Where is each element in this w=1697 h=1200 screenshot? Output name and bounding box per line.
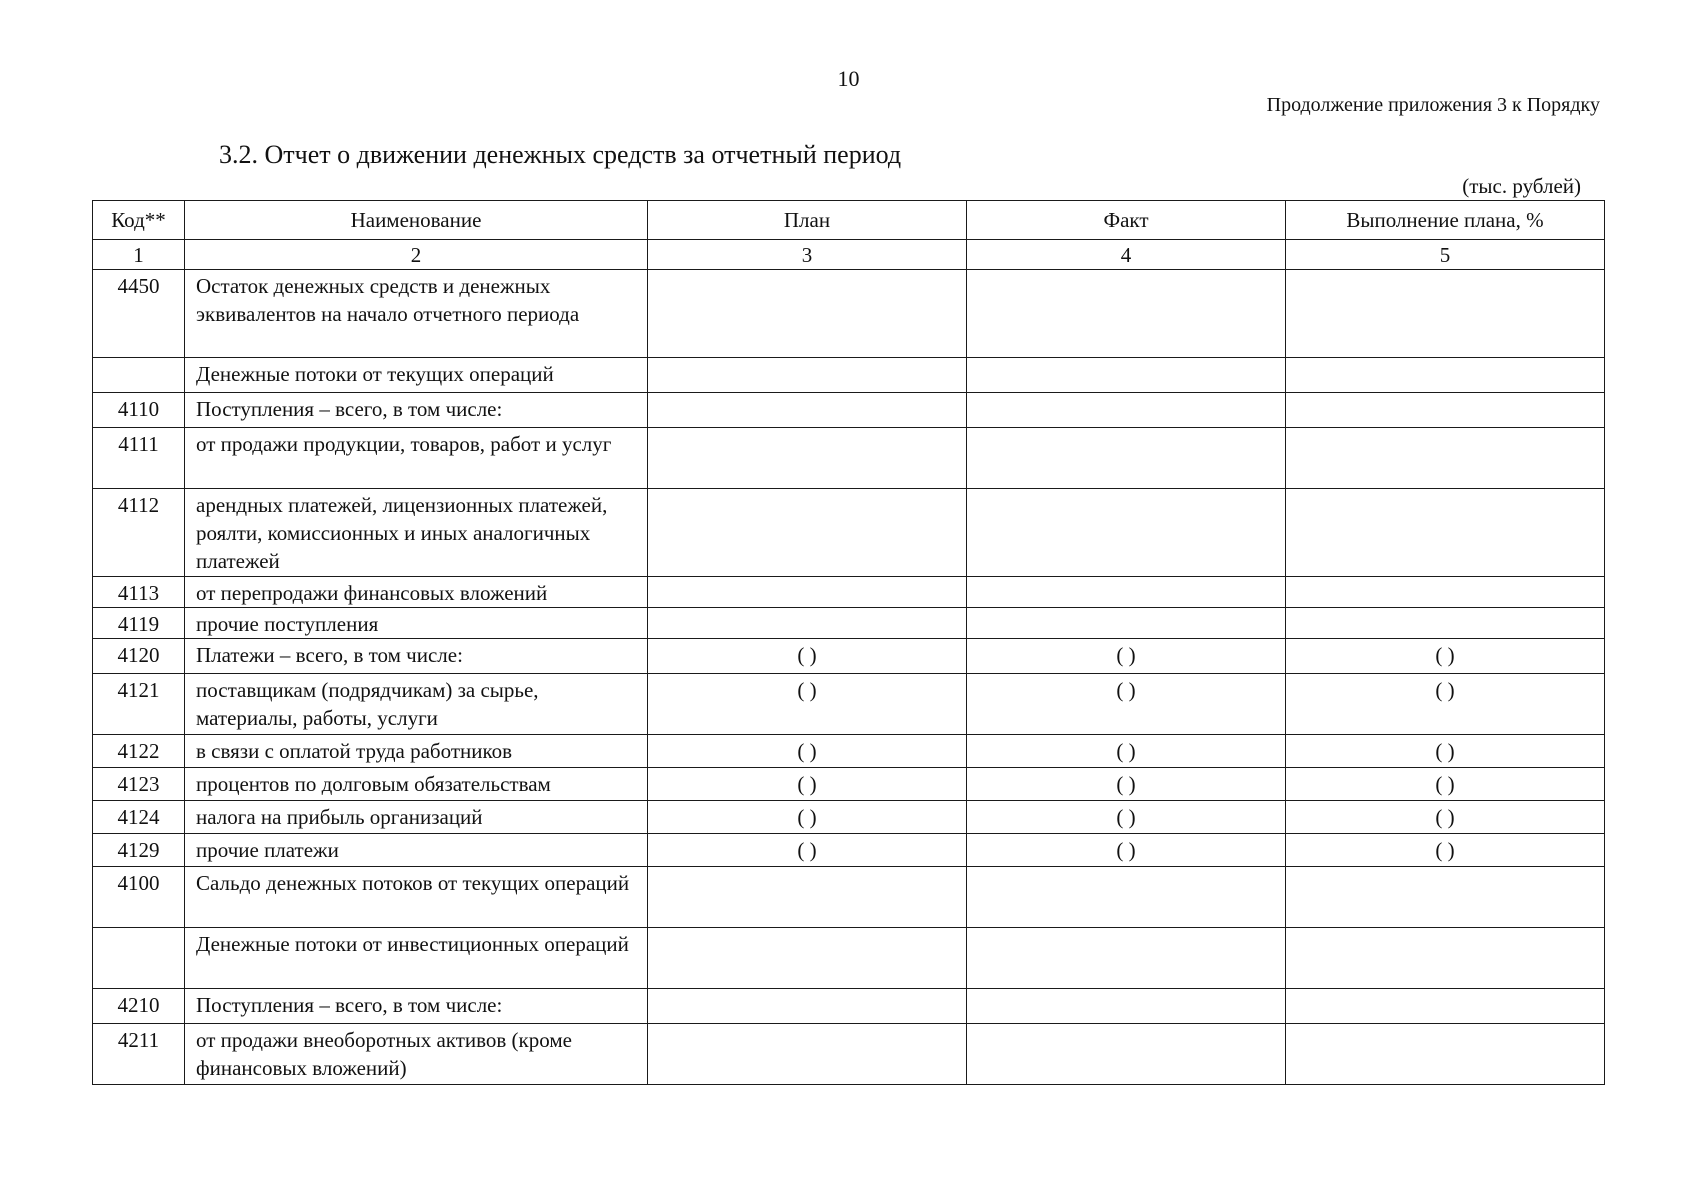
column-number-row <box>93 240 1605 270</box>
column-number: 2 <box>185 240 648 270</box>
row-name: от перепродажи финансовых вложений <box>185 577 648 608</box>
row-percent-value: ( ) <box>1286 801 1605 834</box>
table-body <box>93 201 1605 1085</box>
header-percent: Выполнение плана, % <box>1286 201 1605 240</box>
row-percent-value <box>1286 270 1605 358</box>
header-fact: Факт <box>967 201 1286 240</box>
row-code: 4123 <box>93 768 185 801</box>
row-plan-value <box>648 867 967 928</box>
table-row <box>93 801 1605 834</box>
row-plan-value: ( ) <box>648 768 967 801</box>
table-row <box>93 428 1605 489</box>
row-name: прочие платежи <box>185 834 648 867</box>
table-row <box>93 608 1605 639</box>
row-percent-value <box>1286 867 1605 928</box>
cash-flow-table <box>92 200 1605 1085</box>
row-fact-value <box>967 358 1286 393</box>
row-code: 4121 <box>93 674 185 735</box>
row-name: Денежные потоки от инвестиционных операций <box>185 928 648 989</box>
header-plan: План <box>648 201 967 240</box>
column-number: 4 <box>967 240 1286 270</box>
row-code: 4120 <box>93 639 185 674</box>
row-fact-value: ( ) <box>967 674 1286 735</box>
row-name: арендных платежей, лицензионных платежей, роялти, комиссионных и иных аналогичных платежей <box>185 489 648 577</box>
table-row <box>93 577 1605 608</box>
row-percent-value <box>1286 489 1605 577</box>
row-name: процентов по долговым обязательствам <box>185 768 648 801</box>
table-row <box>93 834 1605 867</box>
row-code: 4211 <box>93 1024 185 1085</box>
header-row <box>93 201 1605 240</box>
row-plan-value <box>648 989 967 1024</box>
row-fact-value <box>967 577 1286 608</box>
row-percent-value: ( ) <box>1286 735 1605 768</box>
table-row <box>93 928 1605 989</box>
row-code: 4124 <box>93 801 185 834</box>
row-percent-value <box>1286 358 1605 393</box>
row-fact-value <box>967 270 1286 358</box>
row-code: 4450 <box>93 270 185 358</box>
table-row <box>93 393 1605 428</box>
row-plan-value: ( ) <box>648 735 967 768</box>
table-row <box>93 489 1605 577</box>
table-row <box>93 358 1605 393</box>
row-plan-value <box>648 577 967 608</box>
row-fact-value <box>967 989 1286 1024</box>
row-percent-value <box>1286 393 1605 428</box>
row-code: 4113 <box>93 577 185 608</box>
table-row <box>93 639 1605 674</box>
column-number: 5 <box>1286 240 1605 270</box>
table-row <box>93 674 1605 735</box>
row-plan-value <box>648 928 967 989</box>
row-fact-value: ( ) <box>967 834 1286 867</box>
appendix-note: Продолжение приложения 3 к Порядку <box>1266 94 1600 116</box>
row-fact-value <box>967 928 1286 989</box>
row-percent-value <box>1286 1024 1605 1085</box>
row-plan-value: ( ) <box>648 834 967 867</box>
table-row <box>93 270 1605 358</box>
row-percent-value <box>1286 928 1605 989</box>
row-code: 4122 <box>93 735 185 768</box>
row-name: Денежные потоки от текущих операций <box>185 358 648 393</box>
report-title: 3.2. Отчет о движении денежных средств за отчетный период <box>219 140 902 169</box>
row-fact-value: ( ) <box>967 639 1286 674</box>
row-name: Платежи – всего, в том числе: <box>185 639 648 674</box>
table-row <box>93 867 1605 928</box>
row-plan-value <box>648 428 967 489</box>
row-plan-value <box>648 1024 967 1085</box>
units-note: (тыс. рублей) <box>1462 174 1581 198</box>
row-percent-value: ( ) <box>1286 768 1605 801</box>
row-plan-value <box>648 358 967 393</box>
row-code: 4110 <box>93 393 185 428</box>
row-fact-value <box>967 867 1286 928</box>
row-fact-value: ( ) <box>967 768 1286 801</box>
row-name: в связи с оплатой труда работников <box>185 735 648 768</box>
row-code: 4111 <box>93 428 185 489</box>
row-plan-value <box>648 489 967 577</box>
row-percent-value: ( ) <box>1286 674 1605 735</box>
row-plan-value <box>648 270 967 358</box>
row-plan-value <box>648 608 967 639</box>
row-plan-value: ( ) <box>648 639 967 674</box>
row-code: 4210 <box>93 989 185 1024</box>
row-fact-value <box>967 608 1286 639</box>
row-percent-value <box>1286 428 1605 489</box>
row-fact-value <box>967 489 1286 577</box>
row-plan-value <box>648 393 967 428</box>
header-name: Наименование <box>185 201 648 240</box>
row-name: Остаток денежных средств и денежных эквивалентов на начало отчетного периода <box>185 270 648 358</box>
table-row <box>93 768 1605 801</box>
page-number: 10 <box>837 66 860 91</box>
row-percent-value <box>1286 577 1605 608</box>
row-fact-value: ( ) <box>967 801 1286 834</box>
row-name: Поступления – всего, в том числе: <box>185 393 648 428</box>
row-code <box>93 358 185 393</box>
row-plan-value: ( ) <box>648 801 967 834</box>
column-number: 3 <box>648 240 967 270</box>
row-fact-value <box>967 393 1286 428</box>
row-fact-value <box>967 1024 1286 1085</box>
row-name: от продажи продукции, товаров, работ и услуг <box>185 428 648 489</box>
table-row <box>93 735 1605 768</box>
row-percent-value <box>1286 989 1605 1024</box>
row-code: 4129 <box>93 834 185 867</box>
column-number: 1 <box>93 240 185 270</box>
row-name: налога на прибыль организаций <box>185 801 648 834</box>
row-code <box>93 928 185 989</box>
row-percent-value: ( ) <box>1286 834 1605 867</box>
row-percent-value: ( ) <box>1286 639 1605 674</box>
row-code: 4100 <box>93 867 185 928</box>
row-name: Поступления – всего, в том числе: <box>185 989 648 1024</box>
table-row <box>93 1024 1605 1085</box>
row-name: прочие поступления <box>185 608 648 639</box>
row-name: поставщикам (подрядчикам) за сырье, материалы, работы, услуги <box>185 674 648 735</box>
header-code: Код** <box>93 201 185 240</box>
row-code: 4119 <box>93 608 185 639</box>
row-fact-value <box>967 428 1286 489</box>
row-code: 4112 <box>93 489 185 577</box>
table-row <box>93 989 1605 1024</box>
row-name: Сальдо денежных потоков от текущих операций <box>185 867 648 928</box>
row-percent-value <box>1286 608 1605 639</box>
row-fact-value: ( ) <box>967 735 1286 768</box>
row-name: от продажи внеоборотных активов (кроме финансовых вложений) <box>185 1024 648 1085</box>
row-plan-value: ( ) <box>648 674 967 735</box>
